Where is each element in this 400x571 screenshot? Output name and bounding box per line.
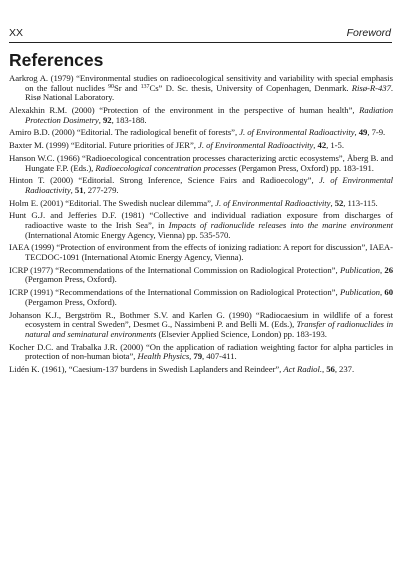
reference-source-title: Publication xyxy=(339,287,380,298)
reference-volume: 92 xyxy=(102,114,112,125)
reference-text: Amiro B.D. (2000) “Editorial. The radiological benefit of forests”, xyxy=(9,127,240,138)
reference-text: , xyxy=(379,264,385,275)
reference-text: (Pergamon Press, Oxford). xyxy=(25,296,117,307)
reference-source-title: Publication xyxy=(339,264,380,275)
reference-text: , xyxy=(98,114,103,125)
reference-text: Alexakhin R.M. (2000) “Protection of the environment in the perspective of human health”, xyxy=(9,104,360,115)
reference-volume: 52 xyxy=(334,197,344,208)
reference-text: Sr and xyxy=(114,82,141,93)
reference-volume: 79 xyxy=(193,351,203,362)
reference-entry xyxy=(9,199,393,209)
page-number: XX xyxy=(9,27,24,39)
reference-text: (International Atomic Energy Agency, Vienna) pp. 535-570. xyxy=(25,229,231,240)
reference-volume: 49 xyxy=(358,127,368,138)
reference-volume: 42 xyxy=(317,140,327,151)
reference-text: , xyxy=(70,184,75,195)
reference-text: Lidén K. (1961), “Caesium-137 burdens in Swedish Laplanders and Reindeer”, xyxy=(9,363,284,374)
reference-entry xyxy=(9,176,393,195)
reference-source-title: Risø-R-437 xyxy=(351,82,391,93)
reference-source-title: Radioecological concentration processes xyxy=(95,162,237,173)
reference-text: (Pergamon Press, Oxford) pp. 183-191. xyxy=(236,162,374,173)
reference-text: , xyxy=(330,197,335,208)
reference-source-title: J. of Environmental Radioactivity xyxy=(215,197,331,208)
reference-text: (Elsevier Applied Science, London) pp. 183-193. xyxy=(156,328,327,339)
reference-text: , 183-188. xyxy=(111,114,147,125)
reference-text: , xyxy=(321,363,327,374)
section-heading: References xyxy=(9,50,104,70)
reference-text: Hanson W.C. (1966) “Radioecological concentration processes characterizing arctic ecosystems”, Åberg B. and Hungate F.P. (Eds.), xyxy=(9,152,393,173)
reference-text: . Risø National Laboratory. xyxy=(25,82,393,103)
reference-text: Johanson K.J., Bergström R., Bothmer S.V. and Karlen G. (1990) “Radiocaesium in wildlife of a forest ecosystem in central Sweden”, Desmet G., Nassimbeni P. and Belli M. (Eds.), xyxy=(9,309,393,330)
reference-text: , 113-115. xyxy=(343,197,378,208)
reference-source-title: Health Physics xyxy=(137,351,190,362)
running-header xyxy=(9,26,392,43)
reference-text: ICRP (1977) “Recommendations of the International Commission on Radiological Protection”, xyxy=(9,264,340,275)
reference-text: , xyxy=(189,351,194,362)
reference-volume: 56 xyxy=(326,363,335,374)
reference-text: (Pergamon Press, Oxford). xyxy=(25,274,117,285)
reference-volume: 51 xyxy=(74,184,84,195)
reference-source-title: J. of Environmental Radioactivity xyxy=(198,140,314,151)
reference-text: Aarkrog A. (1979) “Environmental studies on radioecological sensitivity and variability with special emphasis on the fallout nuclides xyxy=(9,73,393,93)
reference-entry xyxy=(9,288,393,307)
reference-text: , 407-411. xyxy=(202,351,237,362)
superscript-mass-number: 90 xyxy=(108,83,114,90)
superscript-mass-number: 137 xyxy=(140,83,150,90)
reference-entry xyxy=(9,311,393,340)
reference-text: , xyxy=(313,140,318,151)
reference-entry xyxy=(9,128,393,138)
running-section-title: Foreword xyxy=(346,27,391,39)
reference-volume: 60 xyxy=(384,287,393,298)
reference-text: Cs” D. Sc. thesis, University of Copenhagen, Denmark. xyxy=(149,82,352,93)
reference-entry xyxy=(9,365,393,375)
reference-text: Holm E. (2001) “Editorial. The Swedish nuclear dilemma”, xyxy=(9,197,216,208)
reference-text: , xyxy=(354,127,359,138)
reference-list xyxy=(9,74,393,378)
reference-source-title: Act Radiol. xyxy=(283,363,322,374)
reference-entry xyxy=(9,343,393,362)
reference-source-title: Transfer of radionuclides in natural and seminatural environments xyxy=(25,319,393,339)
reference-text: , 237. xyxy=(334,363,355,374)
reference-text: Hunt G.J. and Jefferies D.F. (1981) “Collective and individual radiation exposure from discharges of radioactive waste to the Irish Sea”, in xyxy=(9,210,393,231)
reference-source-title: Impacts of radionuclide releases into the marine environment xyxy=(168,220,393,231)
reference-entry xyxy=(9,243,393,262)
reference-text: , 1-5. xyxy=(326,140,344,151)
reference-entry xyxy=(9,141,393,151)
reference-text: Baxter M. (1999) “Editorial. Future priorities of JER”, xyxy=(9,140,199,151)
reference-text: IAEA (1999) “Protection of environment from the effects of ionizing radiation: A report for discussion”, IAEA-TECDOC-1091 (International Atomic Energy Agency, Vienna). xyxy=(9,242,393,262)
reference-source-title: J. of Environmental Radioactivity xyxy=(239,127,355,138)
reference-entry xyxy=(9,154,393,173)
reference-entry xyxy=(9,266,393,285)
reference-entry xyxy=(9,106,393,125)
reference-text: Kocher D.C. and Trabalka J.R. (2000) “On the application of radiation weighting factor for alpha particles in protection of non-human biota”, xyxy=(9,341,393,362)
reference-text: , 7-9. xyxy=(367,127,386,138)
reference-entry xyxy=(9,74,393,103)
reference-entry xyxy=(9,211,393,240)
reference-source-title: J. of Environmental Radioactivity xyxy=(25,175,393,195)
reference-text: Hinton T. (2000) “Editorial. Strong Inference, Science Fairs and Radioecology”, xyxy=(9,175,319,186)
reference-volume: 26 xyxy=(384,264,393,275)
reference-text: , 277-279. xyxy=(83,184,119,195)
reference-text: ICRP (1991) “Recommendations of the International Commission on Radiological Protection”, xyxy=(9,287,340,298)
reference-text: , xyxy=(379,287,385,298)
reference-source-title: Radiation Protection Dosimetry xyxy=(25,104,393,125)
